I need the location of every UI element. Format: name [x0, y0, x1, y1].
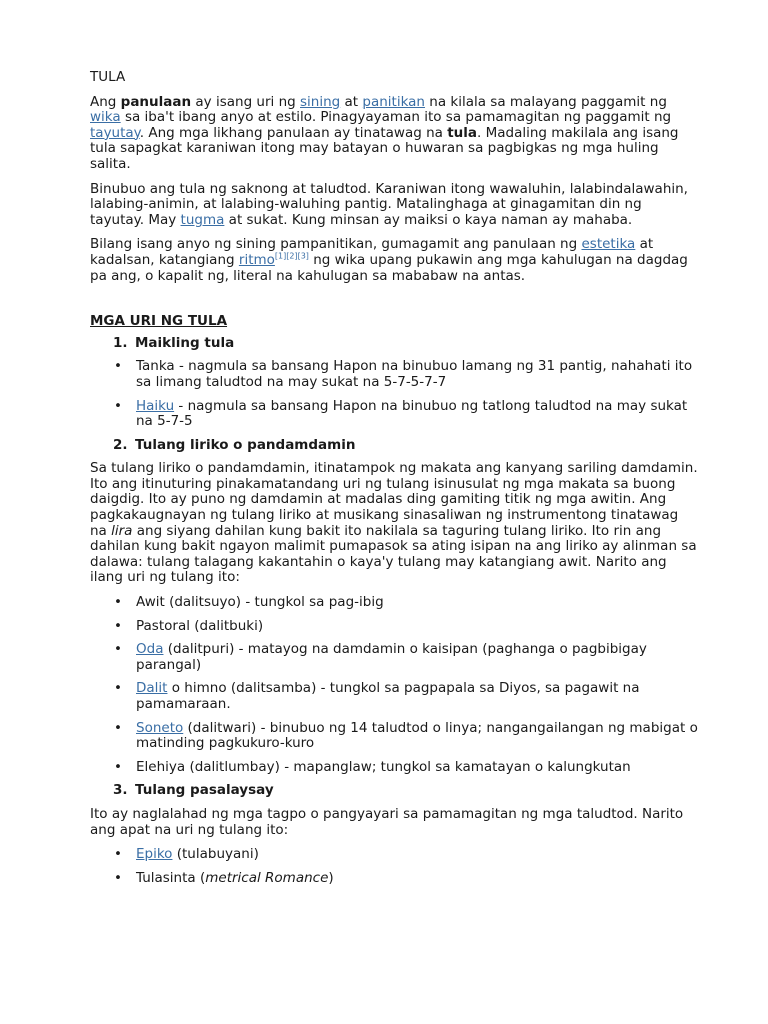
text: Tulasinta (: [136, 869, 206, 886]
list-item: [90, 847, 698, 863]
list-item: [90, 871, 698, 887]
heading-text: Tulang liriko o pandamdamin: [135, 436, 356, 453]
link-dalit[interactable]: Dalit: [136, 680, 168, 697]
text: ): [328, 869, 334, 886]
list-item: [90, 595, 698, 611]
link-oda[interactable]: Oda: [136, 641, 164, 658]
numbered-heading-1: [90, 336, 698, 352]
text: ng wika upang pukawin ang mga kahulugan na dagdag pa ang, o kapalit ng, literal na kahulugan sa mababaw na antas.: [90, 251, 688, 284]
text: o himno (dalitsamba) - tungkol sa pagpapala sa Diyos, sa pagawit na pamamaraan.: [136, 680, 640, 712]
heading-text: Maikling tula: [135, 334, 235, 351]
intro-paragraph: [90, 95, 698, 173]
bullet-list-liriko: [90, 595, 698, 775]
text: Ito ay naglalahad ng mga tagpo o pangyayari sa pamamagitan ng mga taludtod. Narito ang apat na uri ng tulang ito:: [90, 805, 684, 838]
link-ritmo[interactable]: ritmo: [238, 251, 275, 268]
text: - nagmula sa bansang Hapon na binubuo ng tatlong taludtod na may sukat na 5-7-5: [136, 397, 688, 430]
text: Bilang isang anyo ng sining pampanitikan, gumagamit ang panulaan ng: [90, 236, 582, 253]
text: at sukat. Kung minsan ay maiksi o kaya naman ay mahaba.: [224, 211, 633, 228]
text: (tulabuyani): [172, 846, 259, 863]
list-item: [90, 359, 698, 390]
text: Elehiya (dalitlumbay) - mapanglaw; tungkol sa kamatayan o kalungkutan: [136, 758, 631, 775]
link-epiko[interactable]: Epiko: [136, 846, 173, 863]
bullet-list-maikling: [90, 359, 698, 429]
list-item: [90, 399, 698, 430]
list-item: [90, 681, 698, 712]
text: . Ang mga likhang panulaan ay tinatawag na: [139, 124, 448, 141]
text: (dalitwari) - binubuo ng 14 taludtod o linya; nangangailangan ng mabigat o matinding pagkukuro-kuro: [136, 719, 698, 752]
structure-paragraph: [90, 182, 698, 229]
text: at kadalsan, katangiang: [90, 236, 654, 268]
text: Awit (dalitsuyo) - tungkol sa pag-ibig: [136, 594, 384, 611]
term-tula: tula: [447, 124, 478, 141]
link-wika[interactable]: wika: [90, 109, 121, 126]
aesthetics-paragraph: [90, 237, 698, 284]
numbered-heading-3: [90, 783, 698, 799]
text: at: [340, 93, 363, 110]
link-sining[interactable]: sining: [300, 93, 341, 110]
text: Pastoral (dalitbuki): [136, 617, 264, 634]
term-metrical-romance: metrical Romance: [205, 869, 329, 886]
bullet-list-pasalaysay: [90, 847, 698, 886]
pasalaysay-paragraph: [90, 807, 698, 838]
list-item: [90, 642, 698, 673]
text: na kilala sa malayang paggamit ng: [424, 93, 667, 110]
section-heading: MGA URI NG TULA: [90, 313, 228, 330]
text: ang siyang dahilan kung bakit ito nakilala sa taguring tulang liriko. Ito rin ang dahilan kung bakit ngayon malimit pumapasok sa ating isipan na ang liriko ay alinman sa dalawa: tulang talagang kakantahin o kaya'y tulang may katangiang awit. Narito ang ilang uri ng tulang ito:: [90, 522, 697, 586]
numbered-heading-2: [90, 438, 698, 454]
text: Tanka - nagmula sa bansang Hapon na binubuo lamang ng 31 pantig, nahahati ito sa limang taludtod na may sukat na 5-7-5-7-7: [136, 358, 693, 390]
link-tayutay[interactable]: tayutay: [90, 124, 140, 141]
reference-superscripts[interactable]: [1][2][3]: [274, 251, 309, 261]
term-lira: lira: [111, 522, 133, 539]
text: (dalitpuri) - matayog na damdamin o kaisipan (paghanga o pagbibigay parangal): [136, 641, 647, 673]
link-soneto[interactable]: Soneto: [136, 719, 184, 736]
text: . Madaling makilala ang isang tula sapagkat karaniwan itong may batayan o huwaran sa pagbigkas ng mga huling salita.: [90, 124, 679, 172]
list-item: [90, 760, 698, 776]
link-tugma[interactable]: tugma: [180, 211, 225, 228]
list-item: [90, 721, 698, 752]
link-haiku[interactable]: Haiku: [136, 397, 175, 414]
text: ay isang uri ng: [191, 93, 300, 110]
text: Binubuo ang tula ng saknong at taludtod. Karaniwan itong wawaluhin, lalabindalawahin, lalabing-animin, at lalabing-waluhing pantig. Matalinghaga at ginagamitan din ng tayutay. May: [90, 180, 688, 228]
link-panitikan[interactable]: panitikan: [362, 93, 425, 110]
text: Ang: [90, 93, 121, 110]
heading-text: Tulang pasalaysay: [135, 782, 274, 799]
link-estetika[interactable]: estetika: [581, 236, 636, 253]
term-panulaan: panulaan: [120, 93, 192, 110]
liriko-paragraph: [90, 461, 698, 586]
heading-number: 2.: [113, 436, 128, 453]
document-title: TULA: [90, 69, 126, 85]
heading-number: 3.: [113, 782, 128, 799]
text: Sa tulang liriko o pandamdamin, itinatampok ng makata ang kanyang sariling damdamin. Ito ang itinuturing pinakamatandang uri ng tulang isinusulat ng mga makata sa buong daigdig. Ito ay puno ng damdamin at madalas ding gamiting titik ng mga awitin. Ang pagkakaugnayan ng tulang liriko at musikang sinasaliwan ng instrumentong tinatawag na: [90, 460, 698, 539]
heading-number: 1.: [113, 334, 128, 351]
list-item: [90, 619, 698, 635]
text: sa iba't ibang anyo at estilo. Pinagyayaman ito sa pamamagitan ng paggamit ng: [120, 109, 672, 126]
